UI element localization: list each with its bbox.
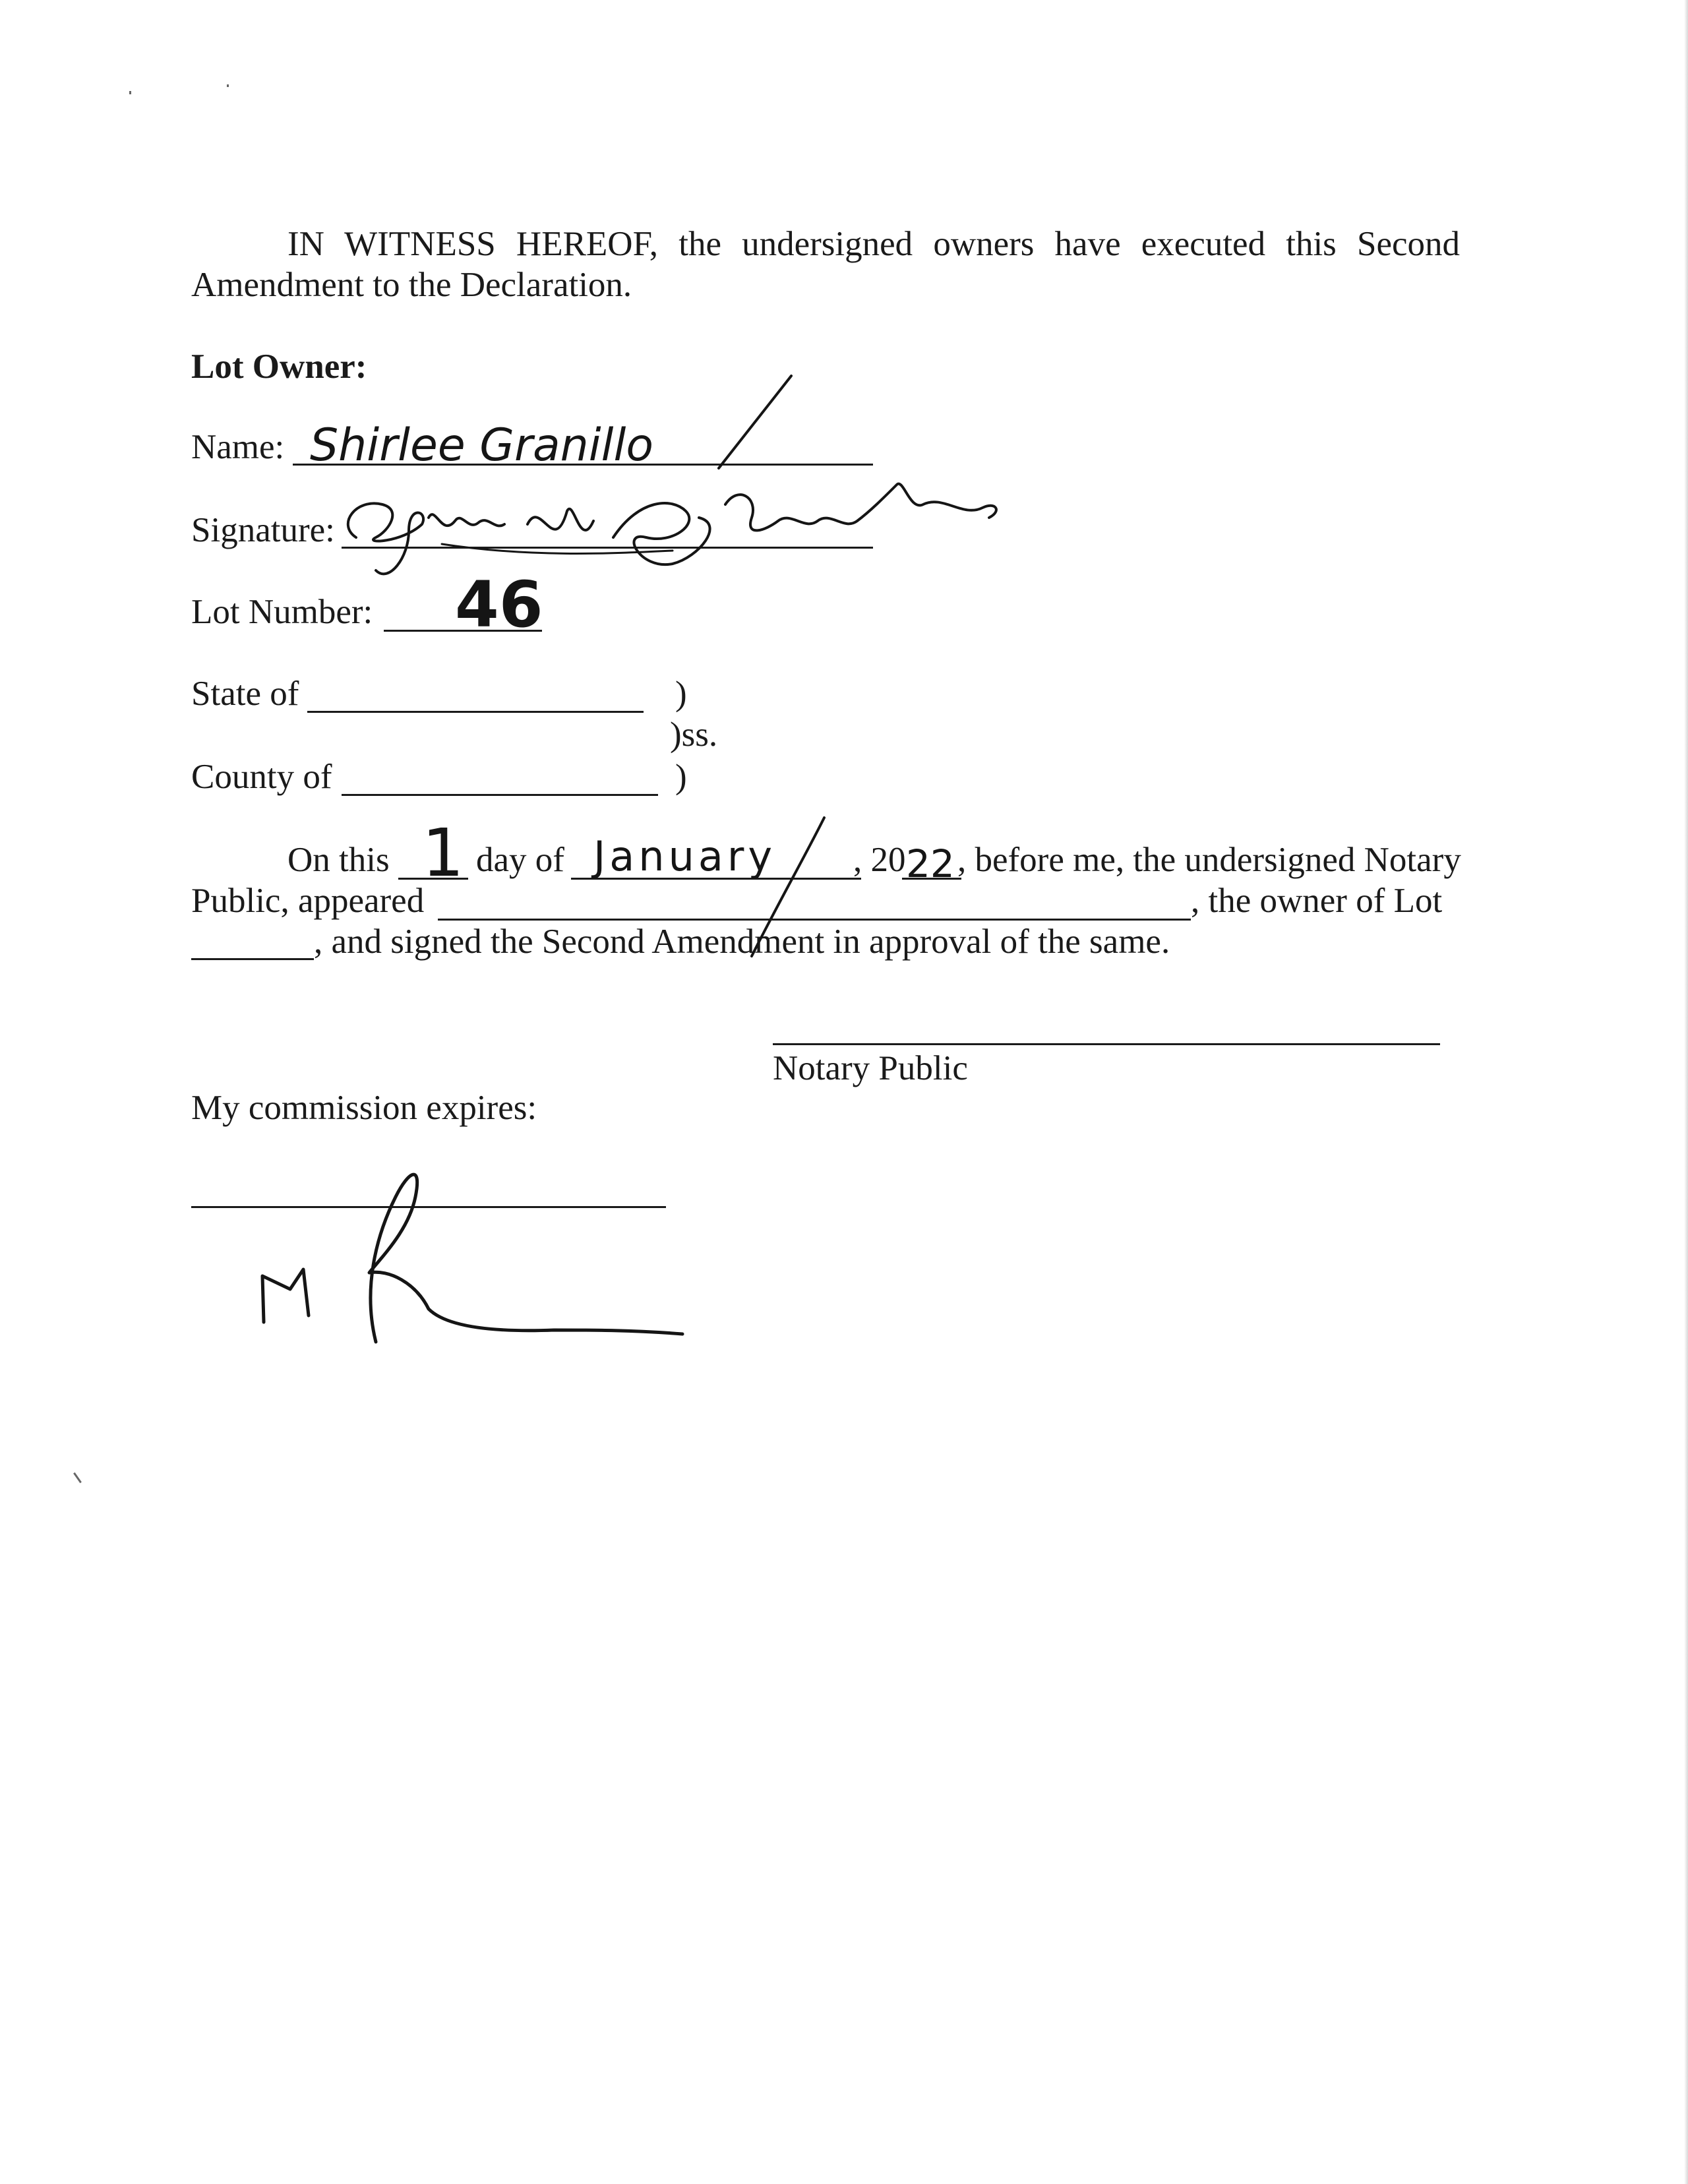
lot-blank-line xyxy=(191,958,314,960)
handwritten-month xyxy=(580,804,857,969)
scan-edge-shadow xyxy=(1684,0,1688,2184)
svg-text:46: 46 xyxy=(455,568,543,642)
state-line xyxy=(307,711,644,713)
lot-number-label: Lot Number: xyxy=(191,593,373,631)
county-paren: ) xyxy=(675,758,687,796)
year-prefix-text: , 20 xyxy=(853,841,906,879)
notary-public-label: Notary Public xyxy=(773,1049,968,1087)
handwritten-signature xyxy=(330,458,1015,590)
day-of-text: day of xyxy=(476,841,564,879)
svg-text:22: 22 xyxy=(906,841,955,886)
handwritten-lot-number xyxy=(442,561,554,640)
public-appeared-text: Public, appeared xyxy=(191,882,425,920)
county-label: County of xyxy=(191,758,332,796)
before-me-text: , before me, the undersigned Notary xyxy=(957,841,1461,879)
notary-signature-line xyxy=(773,1043,1440,1045)
svg-text:January: January xyxy=(593,832,777,880)
owner-of-lot-text: , the owner of Lot xyxy=(1191,882,1443,920)
ss-label: )ss. xyxy=(670,715,718,754)
signature-label: Signature: xyxy=(191,511,335,549)
on-this-text: On this xyxy=(287,841,390,879)
witness-line-1: IN WITNESS HEREOF, the undersigned owners have executed this Second xyxy=(287,225,1460,263)
name-label: Name: xyxy=(191,428,285,466)
scan-speck xyxy=(129,91,131,94)
handwritten-day xyxy=(415,811,468,892)
scan-speck xyxy=(73,1472,82,1483)
svg-text:1: 1 xyxy=(422,814,464,892)
and-signed-text: , and signed the Second Amendment in approval of the same. xyxy=(314,923,1170,961)
svg-text:Shirlee Granillo: Shirlee Granillo xyxy=(310,419,653,471)
commission-label: My commission expires: xyxy=(191,1089,537,1127)
scan-speck xyxy=(227,84,229,87)
state-paren: ) xyxy=(675,675,687,713)
notary-signature-scribble xyxy=(251,1157,686,1355)
handwritten-year xyxy=(905,832,964,885)
state-label: State of xyxy=(191,675,299,713)
witness-line-2: Amendment to the Declaration. xyxy=(191,266,632,304)
lot-owner-heading: Lot Owner: xyxy=(191,348,367,386)
county-line xyxy=(342,794,658,796)
